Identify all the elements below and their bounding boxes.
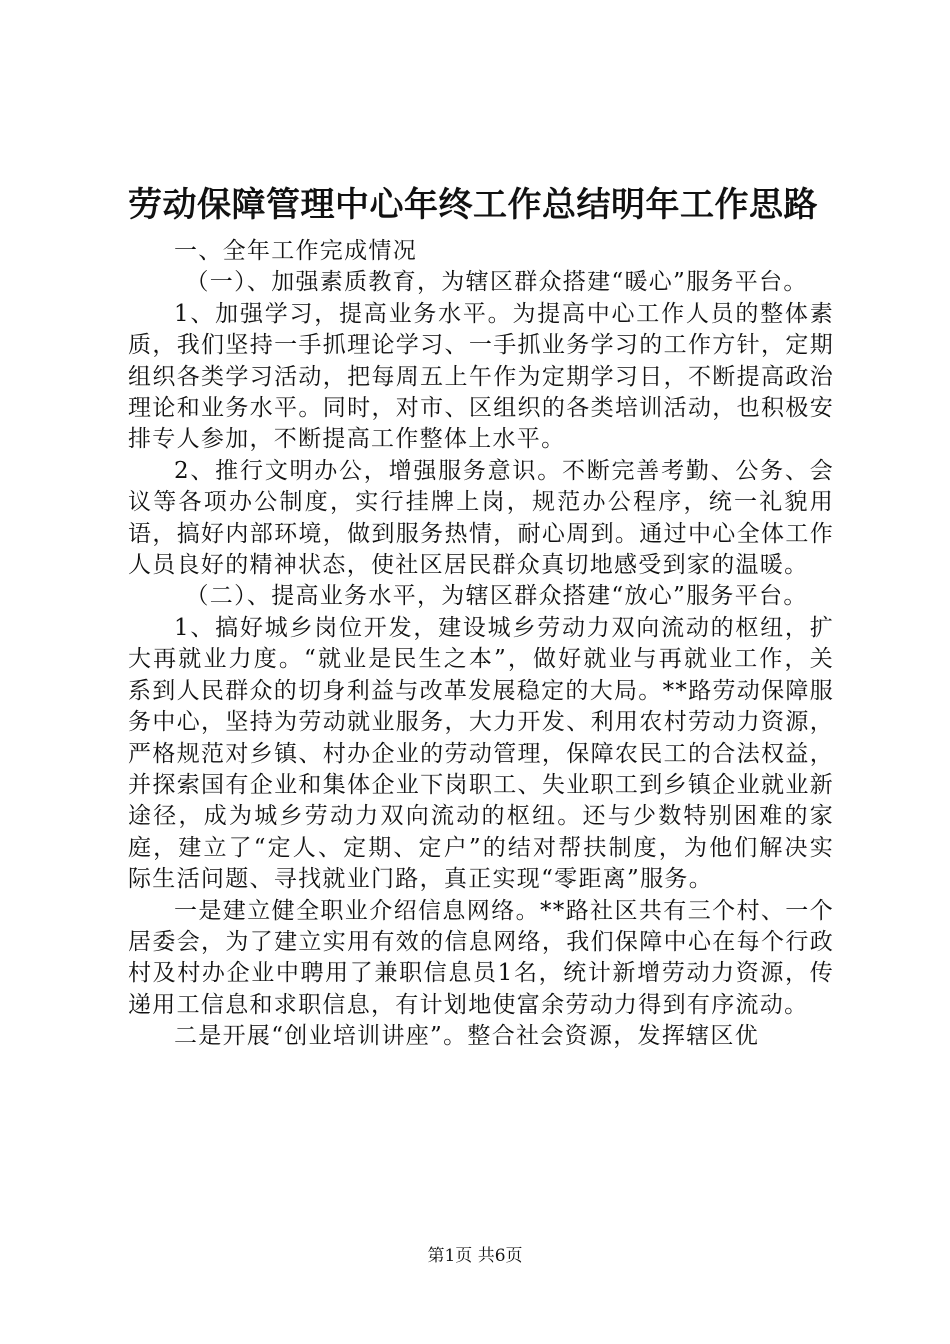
page-number: 第1页 共6页	[427, 1246, 523, 1266]
body-paragraph: 二是开展“创业培训讲座”。整合社会资源，发挥辖区优	[174, 1023, 760, 1050]
body-paragraph: 2、推行文明办公，增强服务意识。不断完善考勤、公务、会议等各项办公制度，实行挂牌上岗，规范办公程序，统一礼貌用语，搞好内部环境，做到服务热情，耐心周到。通过中心全体工作人员良好的精神状态，使社区居民群众真切地感受到家的温暖。	[128, 457, 834, 579]
subsection-heading: （二）、提高业务水平，为辖区群众搭建“放心”服务平台。	[185, 583, 808, 610]
page-footer	[0, 1245, 950, 1267]
body-paragraph: 一是建立健全职业介绍信息网络。**路社区共有三个村、一个居委会，为了建立实用有效的信息网络，我们保障中心在每个行政村及村办企业中聘用了兼职信息员1名，统计新增劳动力资源，传递用工信息和求职信息，有计划地使富余劳动力得到有序流动。	[128, 897, 834, 1018]
subsection-heading: （一）、加强素质教育，为辖区群众搭建“暖心”服务平台。	[185, 269, 808, 296]
body-paragraph: 1、加强学习，提高业务水平。为提高中心工作人员的整体素质，我们坚持一手抓理论学习、一手抓业务学习的工作方针，定期组织各类学习活动，把每周五上午作为定期学习日，不断提高政治理论和业务水平。同时，对市、区组织的各类培训活动，也积极安排专人参加，不断提高工作整体上水平。	[128, 300, 834, 453]
section-heading: 一、全年工作完成情况	[174, 238, 417, 264]
document-title: 劳动保障管理中心年终工作总结明年工作思路	[128, 185, 818, 225]
body-paragraph: 1、搞好城乡岗位开发，建设城乡劳动力双向流动的枢纽，扩大再就业力度。“就业是民生之本”，做好就业与再就业工作，关系到人民群众的切身利益与改革发展稳定的大局。**路劳动保障服务中心，坚持为劳动就业服务，大力开发、利用农村劳动力资源，严格规范对乡镇、村办企业的劳动管理，保障农民工的合法权益，并探索国有企业和集体企业下岗职工、失业职工到乡镇企业就业新途径，成为城乡劳动力双向流动的枢纽。还与少数特别困难的家庭，建立了“定人、定期、定户”的结对帮扶制度，为他们解决实际生活问题、寻找就业门路，真正实现“零距离”服务。	[128, 614, 834, 893]
document-body	[128, 236, 834, 1053]
